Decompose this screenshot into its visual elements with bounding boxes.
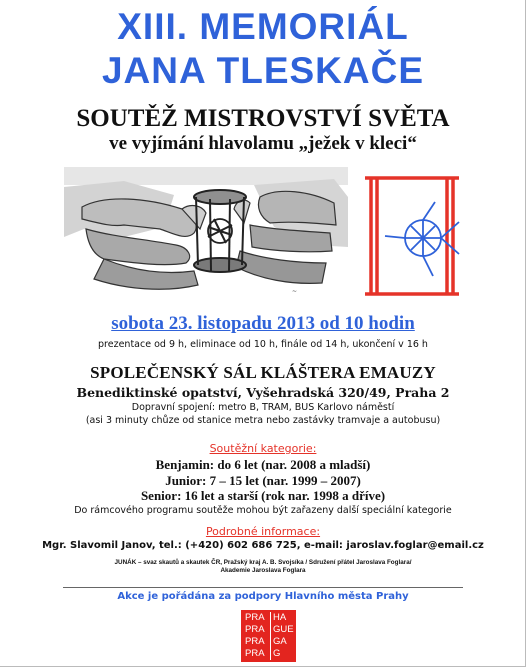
praha-logo-right: GA	[273, 636, 287, 647]
transport-note: (asi 3 minuty chůze od stanice metra nebo zastávky tramvaje a autobusu)	[85, 415, 441, 426]
praha-logo-left: PRA	[245, 624, 265, 635]
subtitle-puzzle: ve vyjímání hlavolamu „ježek v kleci“	[109, 133, 417, 154]
praha-logo-right: HA	[273, 612, 287, 623]
info-heading	[0, 525, 526, 539]
subtitle-championship: SOUTĚŽ MISTROVSTVÍ SVĚTA	[76, 105, 450, 132]
event-schedule: prezentace od 9 h, eliminace od 10 h, finále od 14 h, ukončení v 16 h	[98, 339, 428, 350]
praha-logo-left: PRA	[245, 648, 265, 659]
divider	[63, 587, 463, 588]
organizers-line-2: Akademie Jaroslava Foglara	[220, 567, 306, 574]
praha-logo-left: PRA	[245, 636, 265, 647]
support-note: Akce je pořádána za podpory Hlavního města Prahy	[117, 591, 409, 602]
praha-logo-right: GUE	[273, 624, 294, 635]
svg-text:~: ~	[292, 288, 298, 295]
info-heading-text: Podrobné informace:	[205, 525, 321, 538]
praha-logo	[241, 610, 296, 662]
categories-heading	[0, 442, 526, 456]
praha-logo-row	[241, 647, 296, 660]
category-item: Junior: 7 – 15 let (nar. 1999 – 2007)	[165, 473, 361, 488]
event-date-text: sobota 23. listopadu 2013 od 10 hodin	[111, 313, 415, 334]
contact-line: Mgr. Slavomil Janov, tel.: (+420) 602 686 725, e-mail: jaroslav.foglar@email.cz	[42, 540, 484, 551]
title-line-2: JANA TLESKAČE	[101, 50, 425, 91]
event-date	[0, 313, 526, 335]
venue-name: SPOLEČENSKÝ SÁL KLÁŠTERA EMAUZY	[90, 363, 436, 382]
hands-holding-hedgehog-puzzle-image	[64, 167, 348, 300]
hedgehog-in-cage-logo-icon	[363, 172, 461, 300]
organizers-line-1: JUNÁK – svaz skautů a skautek ČR, Pražský kraj A. B. Svojsíka / Sdružení přátel Jaroslava Foglara/	[114, 559, 412, 566]
category-item: Benjamin: do 6 let (nar. 2008 a mladší)	[155, 457, 371, 472]
transport-info: Dopravní spojení: metro B, TRAM, BUS Karlovo náměstí	[131, 402, 395, 413]
praha-logo-right: G	[273, 648, 281, 659]
categories-heading-text: Soutěžní kategorie:	[209, 442, 317, 455]
praha-logo-left: PRA	[245, 612, 265, 623]
venue-address: Benediktinské opatství, Vyšehradská 320/49, Praha 2	[76, 385, 450, 400]
title-line-1: XIII. MEMORIÁL	[117, 6, 409, 47]
category-item: Senior: 16 let a starší (rok nar. 1998 a dříve)	[140, 488, 386, 503]
program-note: Do rámcového programu soutěže mohou být zařazeny další speciální kategorie	[74, 505, 452, 516]
